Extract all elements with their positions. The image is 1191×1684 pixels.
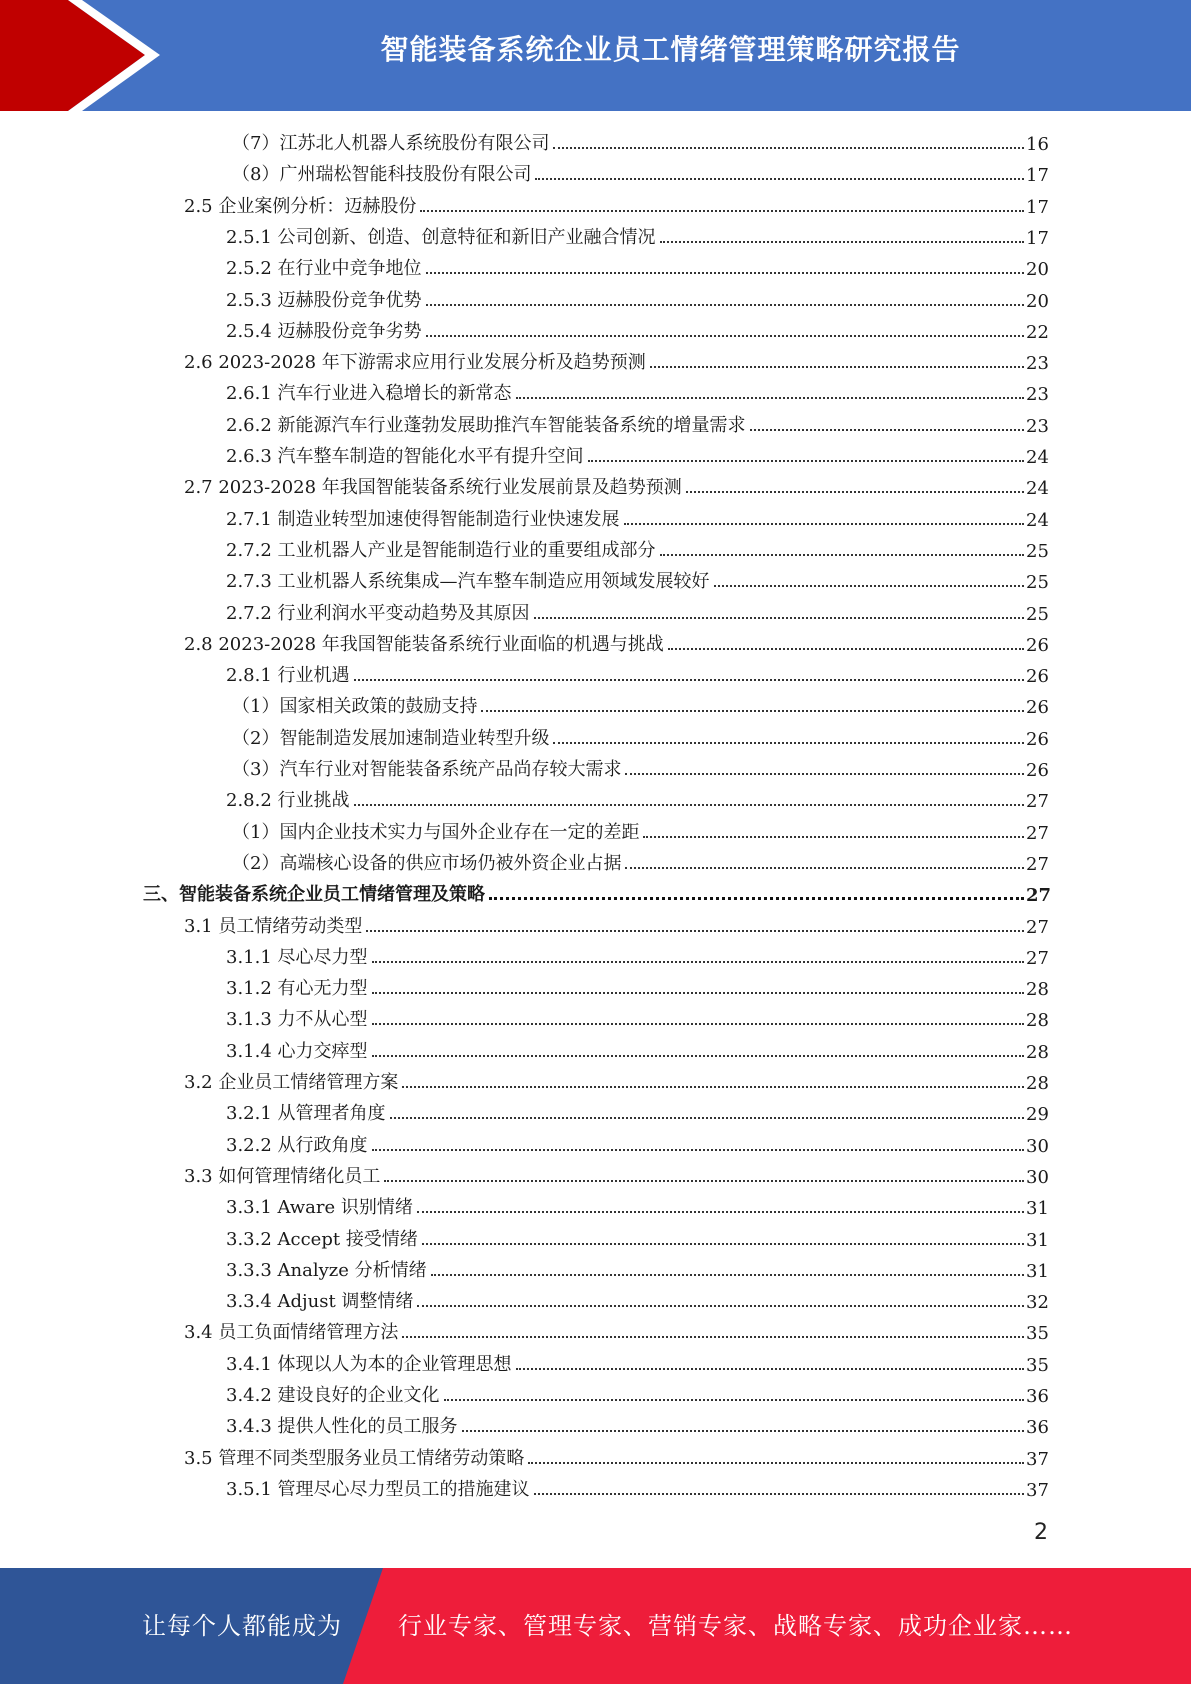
toc-entry-label: 3.5.1 管理尽心尽力型员工的措施建议 — [226, 1478, 530, 1500]
toc-dot-leader — [366, 930, 1024, 932]
toc-entry-page: 31 — [1026, 1260, 1049, 1282]
toc-entry-page: 24 — [1026, 478, 1049, 500]
toc-entry[interactable] — [226, 1473, 1048, 1501]
toc-entry[interactable] — [226, 1191, 1048, 1219]
toc-dot-leader — [516, 1368, 1024, 1370]
toc-entry-page: 32 — [1026, 1292, 1049, 1314]
toc-entry-label: 3.4 员工负面情绪管理方法 — [184, 1322, 399, 1344]
toc-entry[interactable] — [226, 534, 1048, 562]
toc-dot-leader — [643, 836, 1024, 838]
toc-dot-leader — [372, 1023, 1024, 1025]
toc-dot-leader — [426, 335, 1024, 337]
toc-dot-leader — [384, 1180, 1024, 1182]
toc-entry-page: 27 — [1026, 885, 1052, 907]
toc-dot-leader — [660, 241, 1024, 243]
toc-entry-page: 31 — [1026, 1198, 1049, 1220]
toc-entry-page: 37 — [1026, 1448, 1049, 1470]
toc-entry-page: 23 — [1026, 353, 1049, 375]
toc-entry-page: 20 — [1026, 259, 1049, 281]
toc-dot-leader — [426, 272, 1024, 274]
toc-dot-leader — [402, 1086, 1024, 1088]
toc-dot-leader — [625, 773, 1024, 775]
toc-entry[interactable] — [232, 722, 1048, 750]
toc-dot-leader — [553, 147, 1024, 149]
toc-entry[interactable] — [226, 252, 1048, 280]
toc-entry[interactable] — [184, 1160, 1048, 1188]
toc-entry[interactable] — [184, 1442, 1048, 1470]
toc-entry-label: 3.4.3 提供人性化的员工服务 — [226, 1416, 458, 1438]
toc-entry[interactable] — [184, 471, 1048, 499]
toc-entry-label: 2.5.3 迈赫股份竞争优势 — [226, 289, 422, 311]
toc-entry[interactable] — [226, 377, 1048, 405]
toc-entry[interactable] — [232, 847, 1048, 875]
toc-dot-leader — [372, 961, 1024, 963]
toc-entry[interactable] — [226, 315, 1048, 343]
toc-dot-leader — [420, 210, 1024, 212]
toc-entry-page: 30 — [1026, 1135, 1049, 1157]
toc-entry[interactable] — [226, 941, 1048, 969]
toc-entry-page: 25 — [1026, 572, 1049, 594]
toc-entry-label: （7）江苏北人机器人系统股份有限公司 — [232, 133, 550, 154]
toc-entry-page: 36 — [1026, 1417, 1049, 1439]
toc-entry-page: 17 — [1026, 165, 1049, 187]
toc-dot-leader — [535, 178, 1024, 180]
toc-entry[interactable] — [226, 284, 1048, 312]
toc-entry-page: 16 — [1026, 134, 1049, 155]
toc-entry-page: 27 — [1026, 822, 1049, 844]
toc-entry[interactable] — [226, 440, 1048, 468]
toc-entry-label: 三、智能装备系统企业员工情绪管理及策略 — [143, 884, 485, 906]
toc-entry-label: 3.3.3 Analyze 分析情绪 — [226, 1259, 427, 1281]
toc-entry-label: （1）国家相关政策的鼓励支持 — [232, 696, 478, 718]
toc-entry-page: 23 — [1026, 415, 1049, 437]
toc-dot-leader — [534, 1493, 1024, 1495]
toc-entry-label: 3.1.2 有心无力型 — [226, 978, 368, 1000]
toc-dot-leader — [431, 1274, 1024, 1276]
toc-entry-page: 20 — [1026, 290, 1049, 312]
toc-entry[interactable] — [184, 190, 1048, 218]
toc-entry[interactable] — [226, 659, 1048, 687]
toc-entry-page: 35 — [1026, 1354, 1049, 1376]
toc-dot-leader — [625, 867, 1024, 869]
toc-entry-label: （3）汽车行业对智能装备系统产品尚存较大需求 — [232, 759, 622, 780]
toc-entry[interactable] — [232, 816, 1048, 844]
toc-entry-label: 2.7.2 工业机器人产业是智能制造行业的重要组成部分 — [226, 539, 656, 561]
toc-dot-leader — [750, 429, 1024, 431]
toc-entry[interactable] — [184, 1316, 1048, 1344]
toc-dot-leader — [650, 366, 1024, 368]
toc-entry[interactable] — [226, 1410, 1048, 1438]
toc-entry-page: 35 — [1026, 1323, 1049, 1345]
report-header — [0, 0, 1191, 111]
toc-entry-label: 2.7.1 制造业转型加速使得智能制造行业快速发展 — [226, 508, 620, 530]
toc-dot-leader — [660, 554, 1024, 556]
toc-entry-page: 26 — [1026, 666, 1049, 688]
toc-entry-label: 2.6.3 汽车整车制造的智能化水平有提升空间 — [226, 446, 584, 467]
toc-dot-leader — [354, 804, 1024, 806]
toc-entry[interactable] — [232, 127, 1048, 155]
toc-dot-leader — [426, 304, 1024, 306]
toc-entry[interactable] — [184, 346, 1048, 374]
toc-dot-leader — [624, 523, 1024, 525]
toc-entry[interactable] — [226, 972, 1048, 1000]
toc-entry-label: 2.6.2 新能源汽车行业蓬勃发展助推汽车智能装备系统的增量需求 — [226, 414, 746, 436]
footer-slogan-left: 让每个人都能成为 — [142, 1612, 342, 1640]
toc-entry-label: 2.5.2 在行业中竞争地位 — [226, 258, 422, 280]
toc-dot-leader — [686, 491, 1024, 493]
toc-entry-page: 26 — [1026, 634, 1049, 656]
toc-entry-page: 28 — [1026, 979, 1049, 1001]
toc-entry[interactable] — [226, 1223, 1048, 1251]
toc-entry[interactable] — [226, 784, 1048, 812]
toc-dot-leader — [588, 460, 1024, 462]
toc-dot-leader — [417, 1211, 1024, 1213]
toc-entry-label: 2.6.1 汽车行业进入稳增长的新常态 — [226, 383, 512, 405]
toc-entry-label: 3.3.1 Aware 识别情绪 — [226, 1197, 413, 1219]
toc-entry-page: 28 — [1026, 1041, 1049, 1063]
toc-entry[interactable] — [226, 503, 1048, 531]
toc-dot-leader — [462, 1430, 1024, 1432]
toc-entry-label: 3.4.2 建设良好的企业文化 — [226, 1385, 440, 1406]
toc-entry-label: 2.8 2023-2028 年我国智能装备系统行业面临的机遇与挑战 — [184, 633, 664, 655]
toc-entry-label: 3.2.2 从行政角度 — [226, 1134, 368, 1156]
toc-entry-page: 27 — [1026, 791, 1049, 813]
toc-dot-leader — [534, 617, 1024, 619]
toc-entry[interactable] — [226, 1035, 1048, 1063]
toc-entry-label: （2）智能制造发展加速制造业转型升级 — [232, 727, 550, 749]
toc-entry-page: 22 — [1026, 321, 1049, 343]
toc-dot-leader — [444, 1399, 1024, 1401]
toc-entry-label: （2）高端核心设备的供应市场仍被外资企业占据 — [232, 852, 622, 874]
toc-entry-label: 3.3 如何管理情绪化员工 — [184, 1165, 381, 1187]
toc-entry[interactable] — [143, 878, 1052, 907]
toc-dot-leader — [354, 679, 1024, 681]
toc-entry-label: 2.5 企业案例分析：迈赫股份 — [184, 195, 417, 217]
toc-entry-page: 26 — [1026, 697, 1049, 719]
toc-dot-leader — [668, 648, 1024, 650]
toc-entry-page: 27 — [1026, 853, 1049, 875]
footer-slogan-right: 行业专家、管理专家、营销专家、战略专家、成功企业家…… — [398, 1612, 1073, 1640]
toc-entry-label: 3.1.1 尽心尽力型 — [226, 946, 368, 968]
toc-entry-label: 2.8.2 行业挑战 — [226, 790, 350, 812]
toc-entry-label: 2.6 2023-2028 年下游需求应用行业发展分析及趋势预测 — [184, 352, 646, 374]
toc-entry-page: 24 — [1026, 509, 1049, 531]
toc-entry[interactable] — [232, 158, 1048, 186]
toc-entry[interactable] — [226, 1129, 1048, 1157]
toc-entry[interactable] — [226, 1097, 1048, 1125]
toc-entry[interactable] — [232, 753, 1048, 781]
toc-entry-label: 2.5.1 公司创新、创造、创意特征和新旧产业融合情况 — [226, 226, 656, 248]
toc-entry[interactable] — [232, 690, 1048, 718]
toc-entry-page: 17 — [1026, 196, 1049, 218]
toc-dot-leader — [516, 397, 1024, 399]
report-title: 智能装备系统企业员工情绪管理策略研究报告 — [380, 33, 961, 66]
toc-dot-leader — [422, 1243, 1024, 1245]
toc-entry-label: 3.1 员工情绪劳动类型 — [184, 915, 363, 937]
toc-entry[interactable] — [226, 1379, 1048, 1407]
toc-entry-label: 2.8.1 行业机遇 — [226, 665, 350, 687]
toc-entry[interactable] — [226, 409, 1048, 437]
toc-entry-label: （1）国内企业技术实力与国外企业存在一定的差距 — [232, 821, 640, 843]
toc-dot-leader — [372, 992, 1024, 994]
toc-entry-page: 26 — [1026, 760, 1049, 781]
toc-entry[interactable] — [184, 910, 1048, 938]
toc-entry-page: 17 — [1026, 227, 1049, 249]
toc-entry-page: 27 — [1026, 916, 1049, 938]
toc-entry-page: 36 — [1026, 1386, 1049, 1407]
toc-entry[interactable] — [226, 1003, 1048, 1031]
toc-dot-leader — [372, 1055, 1024, 1057]
toc-entry-label: 3.2 企业员工情绪管理方案 — [184, 1072, 399, 1093]
toc-entry-page: 31 — [1026, 1229, 1049, 1251]
toc-entry[interactable] — [226, 1348, 1048, 1376]
toc-entry-label: 2.7 2023-2028 年我国智能装备系统行业发展前景及趋势预测 — [184, 477, 682, 499]
footer-banner — [0, 1568, 1191, 1684]
toc-entry-page: 29 — [1026, 1104, 1049, 1126]
toc-entry-label: 3.3.2 Accept 接受情绪 — [226, 1228, 418, 1250]
toc-entry[interactable] — [226, 565, 1048, 593]
toc-entry-label: （8）广州瑞松智能科技股份有限公司 — [232, 164, 532, 186]
toc-dot-leader — [402, 1336, 1024, 1338]
toc-entry-page: 25 — [1026, 540, 1049, 562]
toc-dot-leader — [372, 1149, 1024, 1151]
toc-dot-leader — [417, 1305, 1024, 1307]
toc-entry-page: 27 — [1026, 947, 1049, 969]
toc-entry-label: 2.7.3 工业机器人系统集成—汽车整车制造应用领域发展较好 — [226, 571, 710, 593]
toc-entry-label: 2.7.2 行业利润水平变动趋势及其原因 — [226, 602, 530, 624]
page-number: 2 — [1034, 1520, 1048, 1545]
toc-entry-label: 3.1.4 心力交瘁型 — [226, 1040, 368, 1062]
toc-entry[interactable] — [226, 1254, 1048, 1282]
toc-dot-leader — [481, 710, 1024, 712]
toc-entry-label: 3.4.1 体现以人为本的企业管理思想 — [226, 1353, 512, 1375]
toc-dot-leader — [489, 897, 1024, 900]
toc-entry-page: 24 — [1026, 447, 1049, 468]
toc-entry-label: 3.2.1 从管理者角度 — [226, 1103, 386, 1125]
toc-entry-page: 23 — [1026, 384, 1049, 406]
toc-dot-leader — [714, 585, 1024, 587]
toc-dot-leader — [390, 1117, 1024, 1119]
toc-entry-page: 30 — [1026, 1166, 1049, 1188]
toc-entry[interactable] — [226, 221, 1048, 249]
toc-dot-leader — [553, 742, 1024, 744]
toc-entry[interactable] — [184, 628, 1048, 656]
toc-entry-page: 28 — [1026, 1010, 1049, 1032]
toc-entry-label: 3.5 管理不同类型服务业员工情绪劳动策略 — [184, 1447, 525, 1469]
toc-entry[interactable] — [226, 597, 1048, 625]
toc-entry[interactable] — [184, 1066, 1048, 1094]
toc-entry-page: 28 — [1026, 1073, 1049, 1094]
toc-entry-label: 3.3.4 Adjust 调整情绪 — [226, 1291, 414, 1313]
toc-entry-label: 2.5.4 迈赫股份竞争劣势 — [226, 320, 422, 342]
toc-dot-leader — [528, 1462, 1024, 1464]
toc-entry-label: 3.1.3 力不从心型 — [226, 1009, 368, 1031]
toc-entry-page: 37 — [1026, 1479, 1049, 1501]
toc-entry-page: 26 — [1026, 728, 1049, 750]
toc-entry[interactable] — [226, 1285, 1048, 1313]
toc-entry-page: 25 — [1026, 603, 1049, 625]
